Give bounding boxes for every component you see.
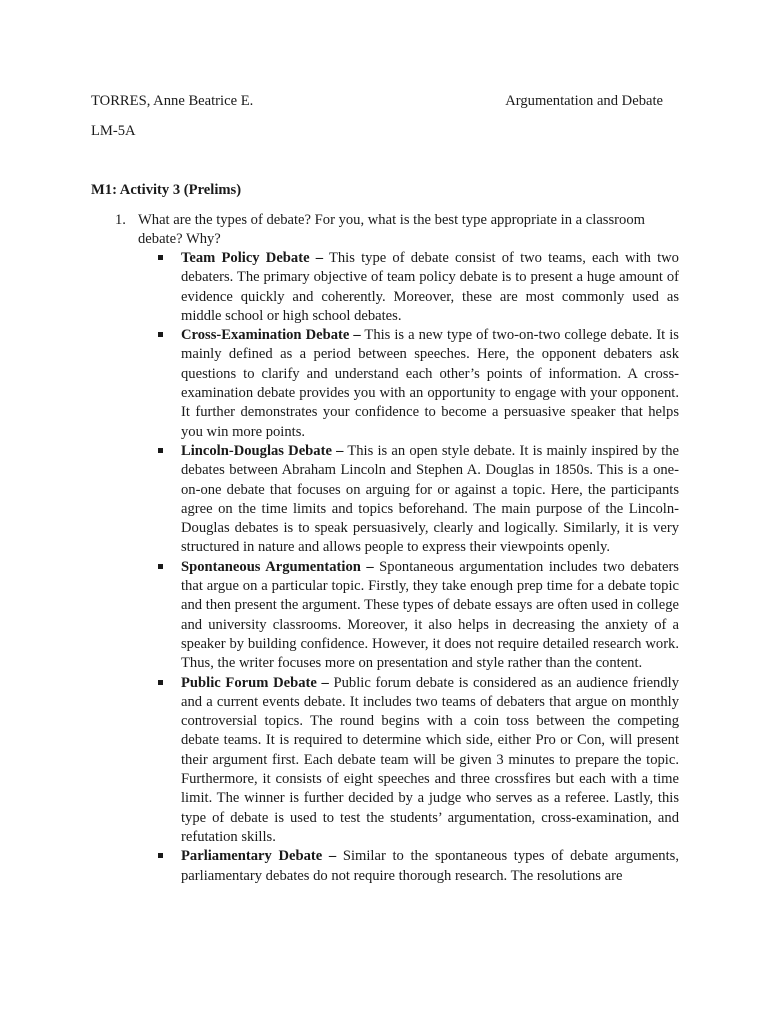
debate-type-term: Parliamentary Debate – <box>181 848 337 865</box>
list-item <box>155 442 679 558</box>
debate-type-description: This type of debate consist of two teams, each with two debaters. The primary objective of team policy debate is to present a huge amount of evidence quickly and coherently. Moreover, these are most commonly used as middle school or high school debates. <box>181 250 679 324</box>
debate-type-term: Lincoln-Douglas Debate – <box>181 442 344 459</box>
debate-type-description: Public forum debate is considered as an audience friendly and a current events debate. It includes two teams of debaters that argue on monthly controversial topics. The round begins with a coin toss between the competing debate teams. It is required to determine which side, either Pro or Con, will present their argument first. Each debate team will be given 3 minutes to prepare the topic. Furthermore, it consists of eight speeches and three crossfires but each with a time limit. The winner is further decided by a judge who serves as a referee. Lastly, this type of debate is used to test the students’ argumentation, cross-examination, and refutation skills. <box>181 674 679 845</box>
square-bullet-icon <box>158 332 163 337</box>
question-number: 1. <box>115 212 126 228</box>
debate-types-list <box>155 249 679 886</box>
list-item <box>155 326 679 442</box>
square-bullet-icon <box>158 564 163 569</box>
debate-type-term: Spontaneous Argumentation – <box>181 558 374 575</box>
debate-type-description: Similar to the spontaneous types of debate arguments, parliamentary debates do not require thorough research. The resolutions are <box>181 848 679 884</box>
list-item <box>155 249 679 326</box>
square-bullet-icon <box>158 448 163 453</box>
debate-type-term: Team Policy Debate – <box>181 250 324 266</box>
question-item <box>115 211 677 250</box>
student-name: TORRES, Anne Beatrice E. <box>91 93 254 109</box>
section-code: LM-5A <box>91 123 136 139</box>
document-header <box>91 92 665 112</box>
debate-type-term: Cross-Examination Debate – <box>181 327 361 344</box>
debate-type-description: This is a new type of two-on-two college debate. It is mainly defined as a period between speeches. Here, the opponent debaters ask questions to clarify and understand each other’s points of information. A cross-examination debate provides you with an opportunity to engage with your opponent. It further demonstrates your confidence to become a persuasive speaker that helps you win more points. <box>181 327 679 440</box>
list-item <box>155 847 679 886</box>
square-bullet-icon <box>158 255 163 260</box>
list-item <box>155 558 679 674</box>
square-bullet-icon <box>158 680 163 685</box>
debate-type-description: Spontaneous argumentation includes two debaters that argue on a particular topic. Firstly, they take enough prep time for a debate topic and then present the argument. These types of debate essays are often used in college and university classrooms. Moreover, it also helps in decreasing the anxiety of a speaker by building confidence. However, it does not require detailed research work. Thus, the writer focuses more on presentation and style rather than the content. <box>181 558 679 672</box>
debate-type-description: This is an open style debate. It is mainly inspired by the debates between Abraham Lincoln and Stephen A. Douglas in 1850s. This is a one-on-one debate that focuses on arguing for or against a topic. Here, the participants agree on the time limits and topics beforehand. The main purpose of the Lincoln-Douglas debates is to speak persuasively, clearly and logically. Similarly, it is very structured in nature and allows people to express their viewpoints openly. <box>181 442 680 556</box>
square-bullet-icon <box>158 853 163 858</box>
list-item <box>155 674 679 848</box>
activity-title: M1: Activity 3 (Prelims) <box>91 182 242 198</box>
debate-type-term: Public Forum Debate – <box>181 674 329 691</box>
course-name: Argumentation and Debate <box>505 93 663 109</box>
question-text: What are the types of debate? For you, what is the best type appropriate in a classroom debate? Why? <box>138 212 645 248</box>
